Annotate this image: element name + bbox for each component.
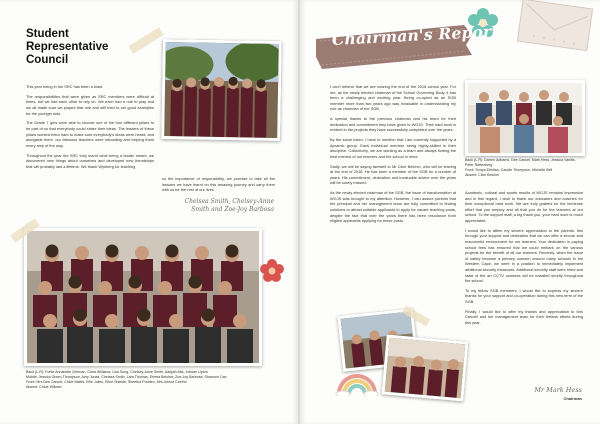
paragraph: Throughout the year the SRC truly learnt what being a leader meant, we discovered new things about ourselves and developed new friendships that will probably last a lifetime. We thank Wynberg for teaching	[26, 152, 154, 169]
paragraph: I can't believe that we are nearing the end of the 2018 school year. For me, as the newly elected chairman of the School Governing Body, it has been a challenging and exciting year. Being co-opted as an SGB member more than two years ago was invaluable in understanding my role as chairman of the SGB.	[330, 84, 456, 112]
paragraph: The responsibilities that were given as SRC members were difficult at times, but we had each other to rely on. We each had a role to play and we all made sure we played that role and still tried to set good examples for the younger kids.	[26, 93, 154, 116]
src-text-column-1	[26, 84, 154, 173]
learners-photo-2	[382, 335, 469, 402]
caption-front-row: Front: Sonya Ebeltan, Candie Thompson, Michelle Bell	[465, 168, 553, 172]
paragraph: I would like to affirm my sincere appreciation to the parents, this through your support and dedication that we can offer a secure and resourceful environment for our learners. Your dedication in paying school fees has ensured that we could embark on the various projects for the benefit of all our learners. Recently, when the issue of safety became a primary concern around many schools in the Western Cape, we were in a position to immediately implement additional security measures. Additional security staff were hired and state of the art CCTV cameras will be installed shortly throughout the school.	[465, 227, 584, 284]
caption-front-row: Front: Mrs Dee Cancel, Chloé Mattis, Ellie Julies, Ellen Shields, Sheetha Pudden, Mrs Jolene Coelho	[26, 380, 187, 384]
caption-absent: Absent: Chloé Willeart	[26, 385, 62, 389]
paragraph: To my fellow SGB members, I would like to express my sincere thanks for your support and co-operation during this new term of the SGB.	[465, 287, 583, 305]
chairman-signature: Mr Mark Hess	[534, 386, 582, 394]
page-title: Chairman's Report	[331, 21, 500, 49]
envelope-decoration	[490, 0, 600, 60]
src-outdoor-photo	[161, 39, 282, 141]
paragraph: The Grade 7 girls were able to choose one of the four different pillars to be part of so that everybody could share their ideas. The leaders of these pillars worked extra hard to make sure everybody's ideas were heard, and alongside them, our fabulous teachers were educating and helping them every step of the way.	[26, 120, 154, 148]
caption-back-row: Back (L-R): Fortie Annabelle Zeeman, Clara Williams, Lisa Sung, Chelsey-Anne Smith, Aaliyah Mia, Johnan Upton	[26, 370, 208, 374]
paragraph: Academic, cultural and sports results of WGJS remains impressive and in this regard, I wish to thank our educators and coaches for their exceptional hard work. We are truly grateful for the immense effort that you employ and all that you do for the learners at our school. To the support staff, a big thank you, your hard work is much appreciated.	[465, 190, 583, 223]
sgb-photo-caption	[465, 158, 585, 178]
page-title: Student Representative Council	[26, 28, 109, 66]
caption-absent: Absent: Clive Belcher	[465, 173, 500, 177]
chairman-text-column-1	[330, 84, 456, 228]
chairman-role: Chairman	[563, 396, 582, 401]
paragraph: A special thanks to the previous chairman and his team for their dedication and commitment they have given to WGJS. Their hard work is evident in the projects they have successfully completed over the years.	[330, 116, 456, 133]
left-page	[0, 0, 298, 424]
src-group-photo	[24, 228, 262, 366]
src-photo-caption	[26, 370, 276, 390]
paragraph: Finally, I would like to offer my thanks and appreciation to Mrs Cancell and her management team for their tireless efforts during this year.	[465, 308, 583, 326]
rainbow-icon	[335, 370, 379, 396]
paragraph: By the same token, I have to mention that I am currently supported by a dynamic group. Each individual member being highly-skilled in their discipline. Collectively, we are working as a team and always finding the best interest of our learners and the school in mind.	[330, 137, 456, 159]
src-text-column-2	[162, 176, 275, 197]
paragraph: us the importance of responsibility, we promise to take all the lessons we have learnt on this amazing journey and carry them with us for the rest of our lives.	[162, 176, 275, 193]
caption-middle-row: Middle: Jessica Green-Thompson, Amy Jonas, Chelsea Smith, Lara Thomas, Emma Belcher, Zoe-Joy Barbosa, Shannon Carr	[26, 375, 227, 379]
paragraph: As the newly elected chairman of the SGB, the issue of transformation at WGJS was brought to my attention. However, I can assure parents that the principal and her management team are fully committed to finding solutions to attract suitable applicants to apply for vacant teaching posts, despite the fact that over the years there has been reluctance from eligible applicants applying for these posts.	[330, 190, 456, 224]
caption-back-row: Back (L-R): Darren Adhams, Dee Cancel, Mark Hess, Jessica Vanitis, Peter Rattenberg	[465, 158, 576, 167]
flower-icon	[259, 258, 285, 284]
paragraph: Sadly, we will be saying farewell to Mr Clive Belcher, who will be leaving at the end of 2018. He has been a member of the SGB for a number of years. His commitment, dedication and invaluable advice over the years will be sorely missed.	[330, 163, 456, 186]
paragraph: This year being in the SRC has been a blast.	[26, 84, 104, 89]
chairman-text-column-2	[465, 190, 583, 330]
src-signature: Chelsea Smith, Chelsey-Anne Smith and Zoe-Joy Barbosa	[184, 198, 274, 213]
sgb-group-photo	[465, 80, 585, 156]
